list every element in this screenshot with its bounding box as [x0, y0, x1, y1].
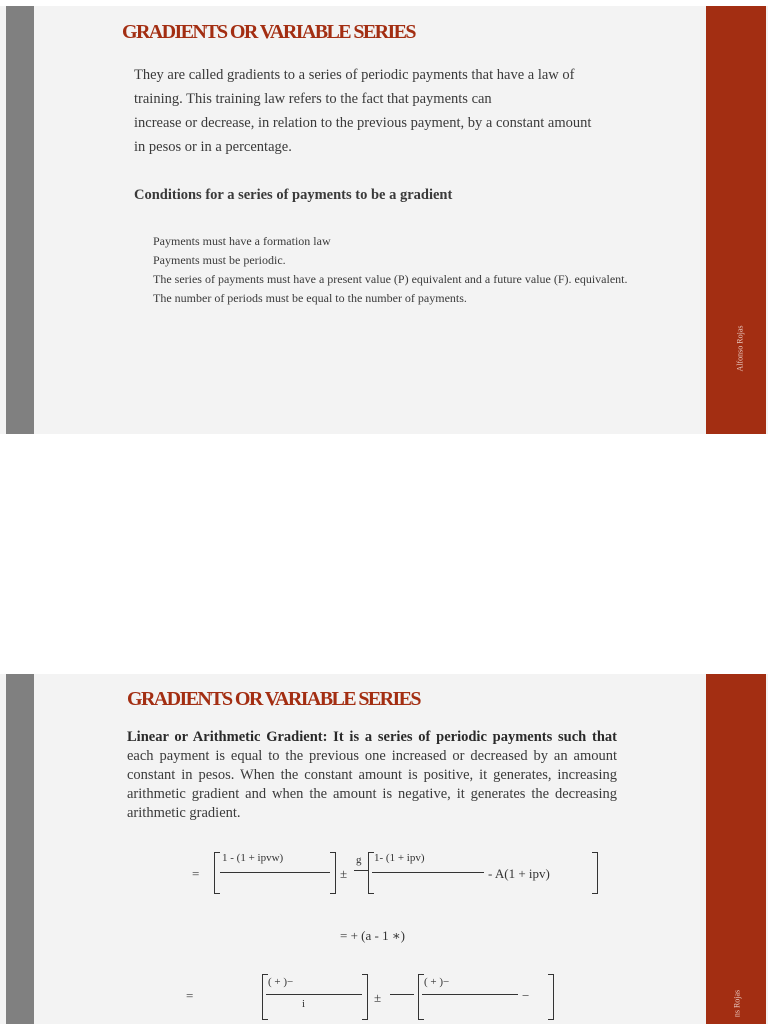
paragraph-line: increase or decrease, in relation to the previous payment, by a constant amount — [134, 115, 592, 131]
conditions-list — [141, 234, 631, 310]
fraction-line — [422, 994, 518, 995]
list-item — [141, 234, 631, 248]
list-item-text: The series of payments must have a present value (P) equivalent and a future value (F). equivalent. — [153, 272, 628, 286]
author-vertical-label: ns Rojas — [732, 989, 742, 1018]
right-red-bar — [706, 674, 766, 1024]
formula-equals: = — [192, 866, 200, 881]
bracket-right — [592, 852, 598, 894]
list-item-text: Payments must be periodic. — [153, 253, 286, 267]
paragraph-line: They are called gradients to a series of periodic payments that have a law of — [134, 67, 575, 83]
list-item-text: Payments must have a formation law — [153, 234, 331, 248]
fraction-line — [354, 870, 368, 871]
list-item — [141, 253, 631, 267]
formula-numerator: 1 - (1 + ipvw) — [222, 852, 284, 864]
fraction-line — [220, 872, 330, 873]
plus-minus: ± — [374, 990, 382, 1005]
conditions-heading: Conditions for a series of payments to be a gradient — [134, 187, 453, 203]
left-grey-bar — [6, 674, 34, 1024]
bracket-left — [214, 852, 220, 894]
paragraph-line: training. This training law refers to the fact that payments can — [134, 91, 492, 107]
list-item — [141, 272, 631, 286]
definition-paragraph — [127, 728, 617, 823]
formula-numerator: ( + )− — [424, 976, 450, 988]
bracket-right — [548, 974, 554, 1020]
formula-numerator: ( + )− — [268, 976, 294, 988]
fraction-line — [372, 872, 484, 873]
gradient-g: g — [356, 854, 362, 866]
definition-body: each payment is equal to the previous one increased or decreased by an amount constant in pesos. When the constant amount is positive, it generates, increasing arithmetic gradient and when the amount is negative, it generates the decreasing arithmetic gradient. — [127, 748, 617, 821]
slide-2 — [0, 674, 768, 1024]
bracket-right — [330, 852, 336, 894]
bracket-right — [362, 974, 368, 1020]
formula-last-payment: = + (a - 1 ∗) — [340, 928, 406, 943]
slide-title: GRADIENTS OR VARIABLE SERIES — [127, 688, 420, 710]
fraction-line — [266, 994, 362, 995]
list-item-text: The number of periods must be equal to the number of payments. — [153, 291, 467, 305]
formula-tail: - A(1 + ipv) — [488, 866, 550, 881]
author-vertical-label: Alfonso Rojas — [735, 325, 745, 372]
formula-numerator: 1- (1 + ipv) — [374, 852, 425, 864]
plus-minus: ± — [340, 866, 348, 881]
formula-denominator: i — [302, 998, 306, 1010]
intro-paragraph — [134, 63, 614, 159]
formula-tail: − — [522, 988, 530, 1003]
definition-bold-intro: Linear or Arithmetic Gradient: It is a series of periodic payments such that — [127, 729, 617, 745]
paragraph-line: in pesos or in a percentage. — [134, 139, 292, 155]
slide-1 — [0, 6, 768, 434]
formula-lhs: = — [186, 988, 194, 1003]
list-item — [141, 291, 631, 305]
left-grey-bar — [6, 6, 34, 434]
fraction-line — [390, 994, 414, 995]
slide-title: GRADIENTS OR VARIABLE SERIES — [122, 21, 415, 43]
